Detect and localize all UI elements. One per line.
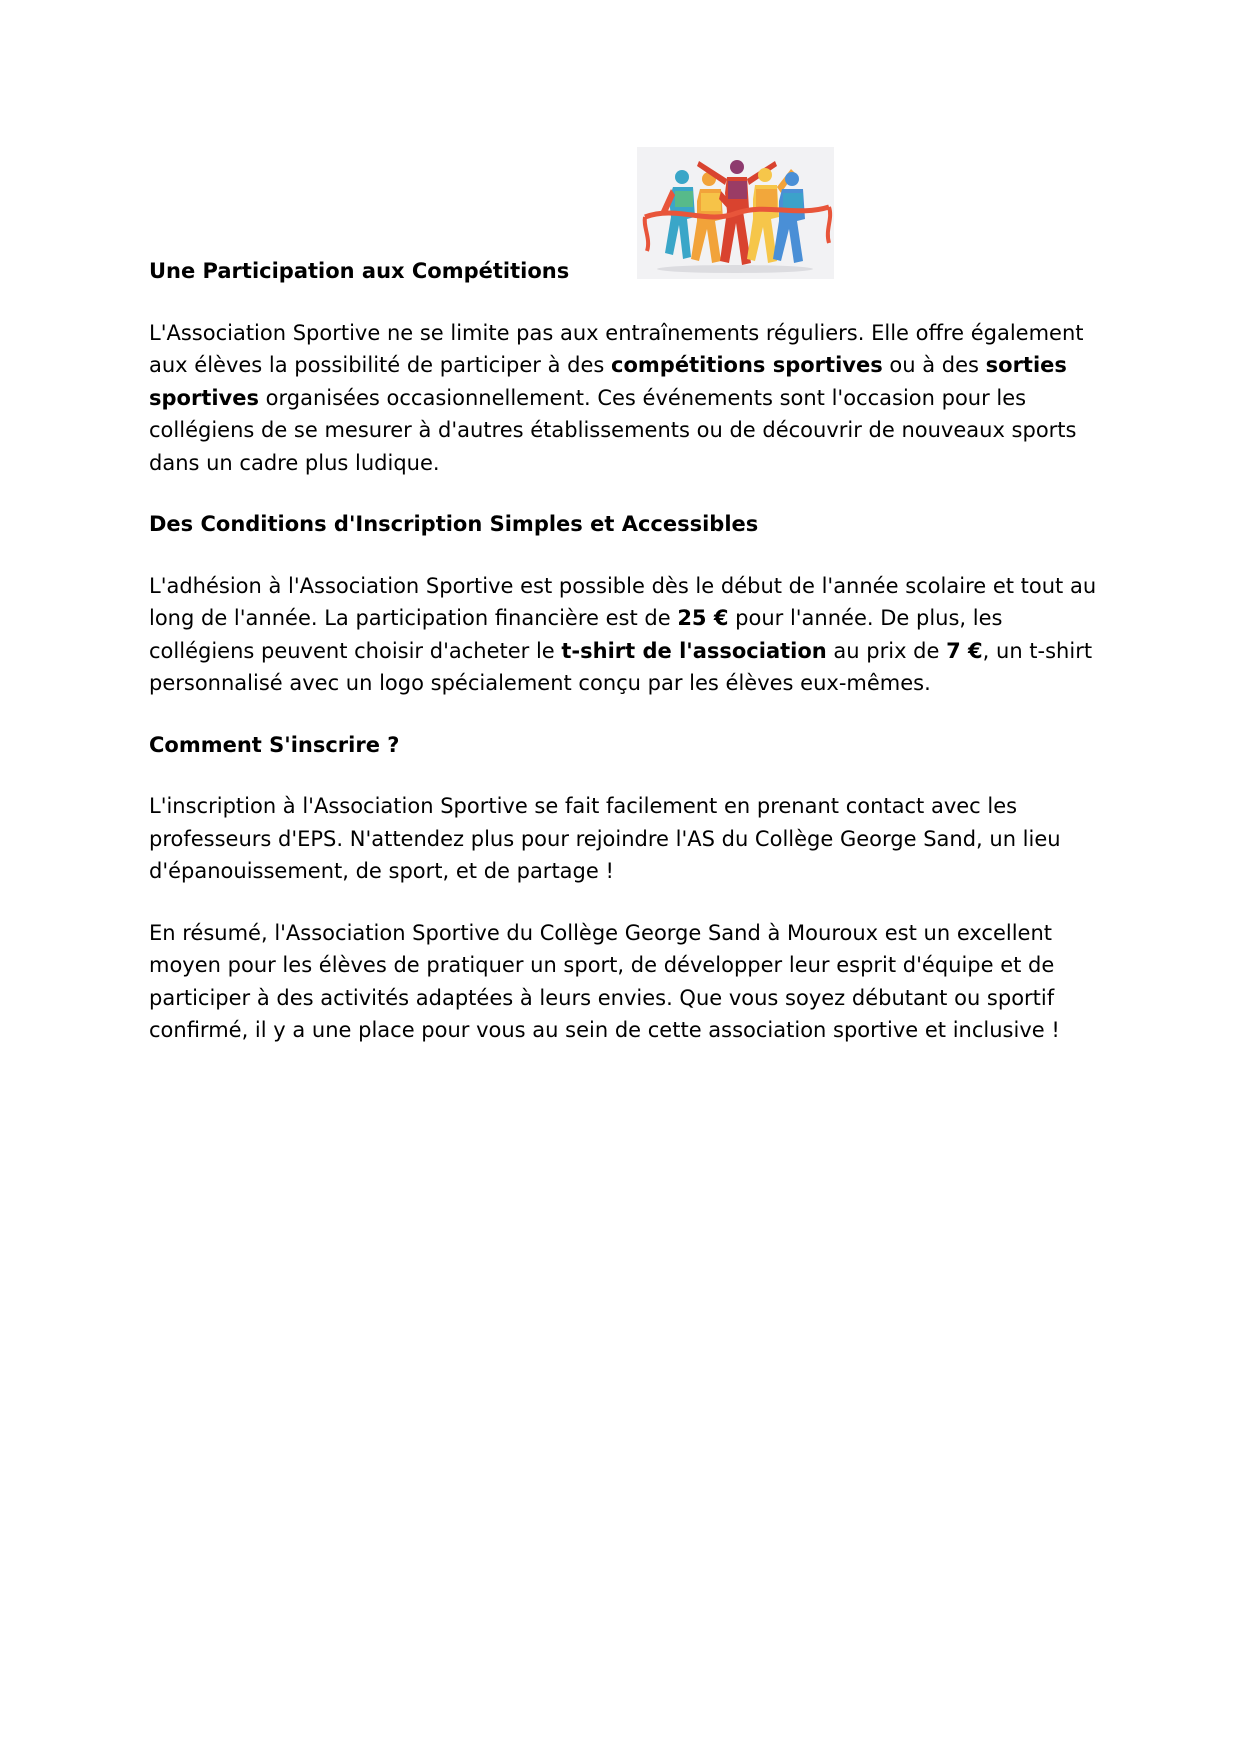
bold-text: t-shirt de l'association <box>561 638 827 663</box>
text-span: , un t-shirt personnalisé avec un logo spécialement conçu par les élèves eux-mêmes. <box>149 638 1093 695</box>
text-span: L'adhésion à l'Association Sportive est possible dès le début de l'année scolaire et tout au long de l'année. La participation financière est de <box>149 573 1097 630</box>
section-heading-conditions: Des Conditions d'Inscription Simples et Accessibles <box>149 512 759 536</box>
paragraph-inscription: L'inscription à l'Association Sportive se fait facilement en prenant contact avec les professeurs d'EPS. N'attendez plus pour rejoindre l'AS du Collège George Sand, un lieu d'épanouissement, de sport, et de partage ! <box>149 794 1061 883</box>
text-span: pour l'année. De plus, les collégiens peuvent choisir d'acheter le <box>149 606 1003 663</box>
section-heading-competitions: Une Participation aux Compétitions <box>149 259 570 283</box>
bold-text: 25 € <box>677 606 729 630</box>
bold-text: 7 € <box>946 638 983 663</box>
document-body <box>149 255 1104 1047</box>
paragraph-competitions <box>149 317 1104 480</box>
text-span: L'Association Sportive ne se limite pas aux entraînements réguliers. Elle offre également aux élèves la possibilité de participer à des <box>149 320 1084 377</box>
bold-text: compétitions sportives <box>611 353 883 377</box>
bold-text: sorties sportives <box>149 353 1067 410</box>
paragraph-summary: En résumé, l'Association Sportive du Collège George Sand à Mouroux est un excellent moyen pour les élèves de pratiquer un sport, de développer leur esprit d'équipe et de participer à des activités adaptées à leurs envies. Que vous soyez débutant ou sportif confirmé, il y a une place pour vous au sein de cette association sportive et inclusive ! <box>149 920 1060 1042</box>
text-span: organisées occasionnellement. Ces événements sont l'occasion pour les collégiens de se mesurer à d'autres établissements ou de découvrir de nouveaux sports dans un cadre plus ludique. <box>149 385 1077 475</box>
paragraph-conditions <box>149 570 1104 700</box>
section-heading-inscription: Comment S'inscrire ? <box>149 732 400 757</box>
text-span: ou à des <box>882 353 986 377</box>
text-span: au prix de <box>826 638 947 663</box>
